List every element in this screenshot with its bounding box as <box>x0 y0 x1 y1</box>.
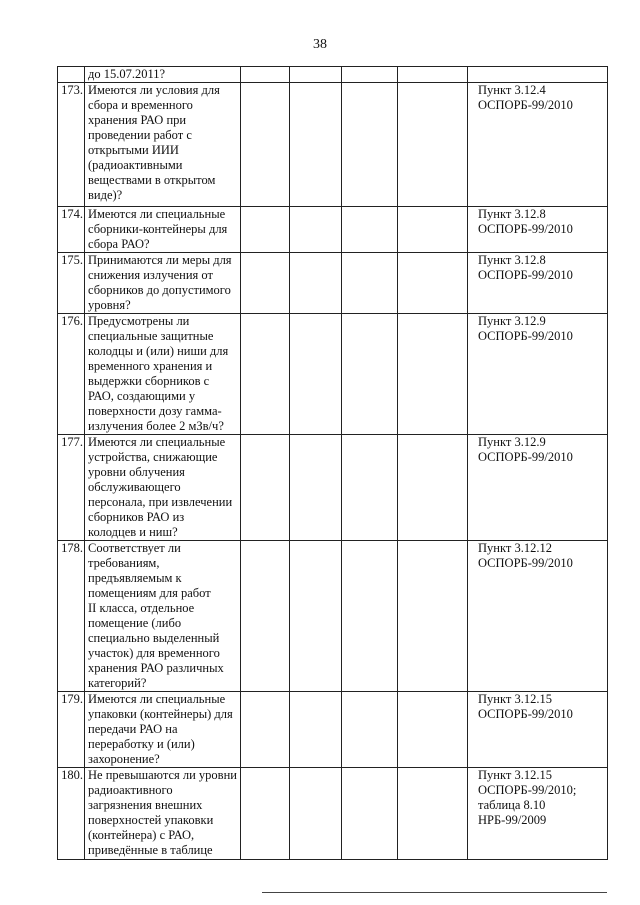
reference-cell <box>468 253 608 314</box>
row-number: 174. <box>58 207 85 253</box>
row-number <box>58 67 85 83</box>
row-number: 176. <box>58 314 85 435</box>
question-text: Принимаются ли меры для снижения излучения от сборников до допустимого уровня? <box>88 253 232 312</box>
question-text: Имеются ли специальные устройства, снижающие уровни облучения обслуживающего персонала, при извлечении сборников РАО из колодцев и ниш? <box>88 435 233 539</box>
page-number: 38 <box>313 37 327 52</box>
notes-cell <box>398 768 468 860</box>
notes-cell <box>398 207 468 253</box>
question-cell <box>85 314 241 435</box>
question-cell <box>85 83 241 207</box>
notes-cell <box>398 541 468 692</box>
answer-cell-na <box>342 541 398 692</box>
answer-cell-yes <box>241 435 290 541</box>
answer-cell-yes <box>241 541 290 692</box>
answer-cell-yes <box>241 314 290 435</box>
question-text: Имеются ли условия для сбора и временного хранения РАО при проведении работ с открытыми ИИИ (радиоактивными веществами в открытом виде)? <box>88 83 220 202</box>
answer-cell-no <box>290 67 342 83</box>
answer-cell-yes <box>241 83 290 207</box>
answer-cell-no <box>290 541 342 692</box>
reference-cell <box>468 83 608 207</box>
question-cell <box>85 67 241 83</box>
answer-cell-na <box>342 314 398 435</box>
answer-cell-na <box>342 768 398 860</box>
answer-cell-na <box>342 253 398 314</box>
reference-text: Пункт 3.12.12 ОСПОРБ-99/2010 <box>478 541 573 570</box>
notes-cell <box>398 692 468 768</box>
row-number: 173. <box>58 83 85 207</box>
question-text: Не превышаются ли уровни радиоактивного загрязнения внешних поверхностей упаковки (контейнера) с РАО, приведённые в таблице <box>88 768 237 857</box>
reference-cell <box>468 768 608 860</box>
row-number: 175. <box>58 253 85 314</box>
question-text: Предусмотрены ли специальные защитные колодцы и (или) ниши для временного хранения и выдержки сборников с РАО, создающими у поверхности дозу гамма- излучения более 2 мЗв/ч? <box>88 314 229 433</box>
answer-cell-no <box>290 314 342 435</box>
answer-cell-yes <box>241 253 290 314</box>
answer-cell-yes <box>241 67 290 83</box>
reference-cell <box>468 314 608 435</box>
question-text: Имеются ли специальные сборники-контейнеры для сбора РАО? <box>88 207 228 251</box>
reference-text: Пункт 3.12.15 ОСПОРБ-99/2010; таблица 8.10 НРБ-99/2009 <box>478 768 577 827</box>
reference-cell <box>468 541 608 692</box>
answer-cell-no <box>290 253 342 314</box>
table-row <box>58 83 608 207</box>
question-text: Имеются ли специальные упаковки (контейнеры) для передачи РАО на переработку и (или) захоронение? <box>88 692 233 766</box>
table-row <box>58 692 608 768</box>
row-number: 179. <box>58 692 85 768</box>
answer-cell-no <box>290 83 342 207</box>
scan-edge-line <box>262 892 607 893</box>
question-text: Соответствует ли требованиям, предъявляемым к помещениям для работ II класса, отдельное помещение (либо специально выделенный участок) для временного хранения РАО различных категорий? <box>88 541 224 690</box>
table-row <box>58 314 608 435</box>
reference-cell <box>468 692 608 768</box>
answer-cell-no <box>290 692 342 768</box>
table-row <box>58 207 608 253</box>
question-cell <box>85 541 241 692</box>
row-number: 180. <box>58 768 85 860</box>
reference-text: Пункт 3.12.8 ОСПОРБ-99/2010 <box>478 253 573 282</box>
reference-cell <box>468 435 608 541</box>
reference-text: Пункт 3.12.9 ОСПОРБ-99/2010 <box>478 314 573 343</box>
question-cell <box>85 768 241 860</box>
notes-cell <box>398 314 468 435</box>
answer-cell-no <box>290 435 342 541</box>
table-row <box>58 253 608 314</box>
answer-cell-yes <box>241 692 290 768</box>
reference-text: Пункт 3.12.9 ОСПОРБ-99/2010 <box>478 435 573 464</box>
notes-cell <box>398 67 468 83</box>
table-row <box>58 541 608 692</box>
answer-cell-na <box>342 67 398 83</box>
notes-cell <box>398 253 468 314</box>
reference-text: Пункт 3.12.8 ОСПОРБ-99/2010 <box>478 207 573 236</box>
answer-cell-no <box>290 207 342 253</box>
question-text: до 15.07.2011? <box>88 67 166 81</box>
answer-cell-yes <box>241 768 290 860</box>
reference-text: Пункт 3.12.15 ОСПОРБ-99/2010 <box>478 692 573 721</box>
row-number: 178. <box>58 541 85 692</box>
reference-text: Пункт 3.12.4 ОСПОРБ-99/2010 <box>478 83 573 112</box>
answer-cell-na <box>342 83 398 207</box>
reference-cell <box>468 67 608 83</box>
table-row <box>58 67 608 83</box>
answer-cell-na <box>342 692 398 768</box>
question-cell <box>85 692 241 768</box>
table-row <box>58 768 608 860</box>
question-cell <box>85 207 241 253</box>
row-number: 177. <box>58 435 85 541</box>
table-row <box>58 435 608 541</box>
answer-cell-yes <box>241 207 290 253</box>
notes-cell <box>398 435 468 541</box>
answer-cell-no <box>290 768 342 860</box>
question-cell <box>85 435 241 541</box>
question-cell <box>85 253 241 314</box>
answer-cell-na <box>342 207 398 253</box>
checklist-table <box>57 66 608 860</box>
notes-cell <box>398 83 468 207</box>
answer-cell-na <box>342 435 398 541</box>
reference-cell <box>468 207 608 253</box>
